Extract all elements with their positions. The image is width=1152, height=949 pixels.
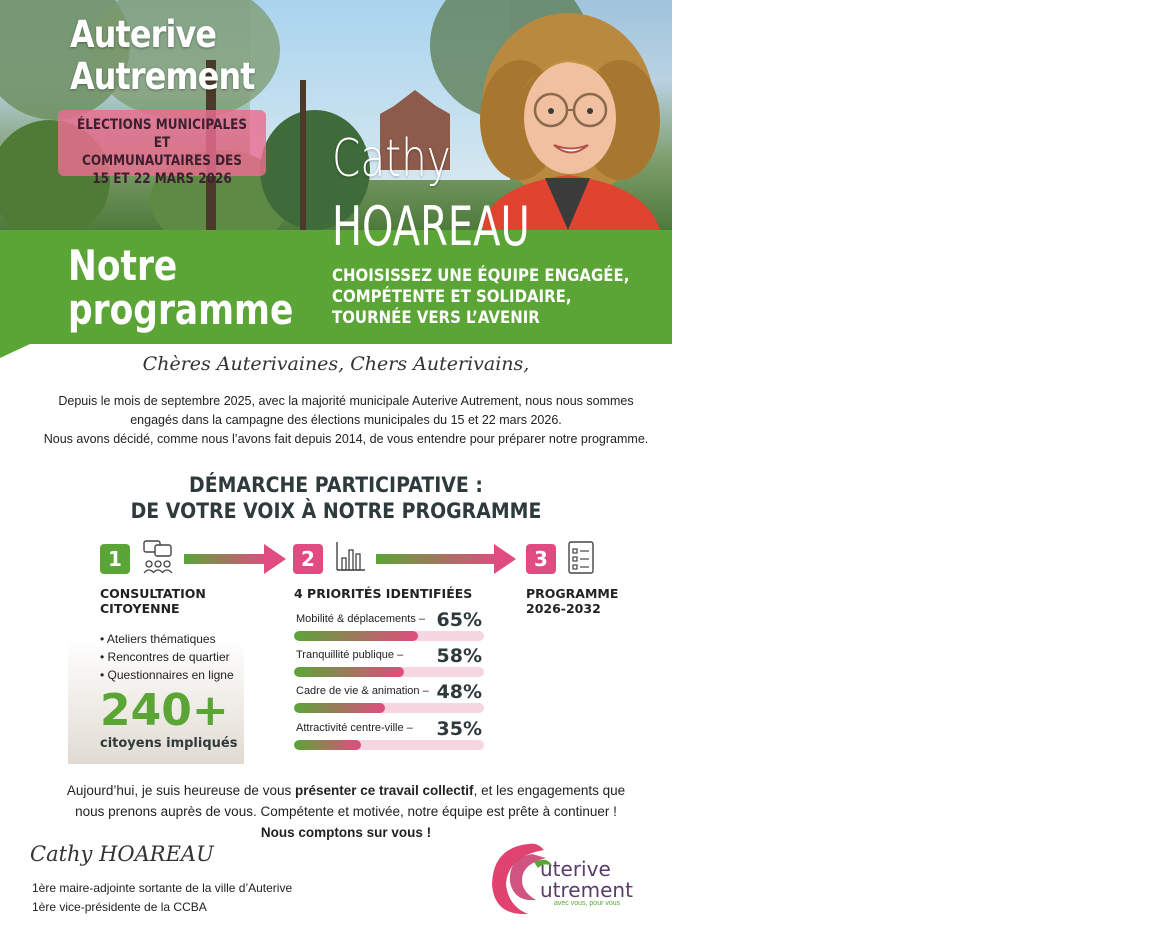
list-item: • Questionnaires en ligne bbox=[100, 666, 234, 684]
role-line-2: 1ère vice-présidente de la CCBA bbox=[32, 900, 207, 914]
logo-word-1: uterive bbox=[540, 857, 611, 881]
logo-tagline: avec vous, pour vous bbox=[554, 900, 621, 907]
step-1-title-line-2: CITOYENNE bbox=[100, 601, 180, 616]
brand-title bbox=[70, 14, 255, 98]
intro-line-1: Depuis le mois de septembre 2025, avec la majorité municipale Auterive Autrement, nous nous sommes bbox=[58, 394, 634, 408]
closing-line-1-emphasis: présenter ce travail collectif bbox=[294, 783, 474, 798]
priority-row bbox=[294, 609, 490, 643]
priority-percent: 35% bbox=[436, 718, 482, 740]
step-3-title-line-2: 2026-2032 bbox=[526, 601, 601, 616]
election-badge bbox=[58, 110, 266, 187]
program-title-line-1: Notre bbox=[68, 241, 178, 290]
priority-percent: 65% bbox=[436, 609, 482, 631]
closing-line-2: nous prenons auprès de vous. Compétente et motivée, notre équipe est prête à continuer ! bbox=[75, 804, 617, 819]
priority-track bbox=[294, 631, 484, 641]
participation-infographic bbox=[68, 528, 638, 764]
election-line-2: COMMUNAUTAIRES DES bbox=[82, 153, 242, 169]
closing-line-1 bbox=[20, 780, 672, 801]
participation-title-line-1: DÉMARCHE PARTICIPATIVE : bbox=[189, 473, 483, 497]
priority-row bbox=[294, 645, 490, 679]
tagline bbox=[332, 266, 629, 329]
auterive-autrement-logo bbox=[488, 836, 658, 920]
closing-line-3: Nous comptons sur vous ! bbox=[260, 825, 432, 840]
brand-line-2: Autrement bbox=[70, 55, 255, 98]
citizens-label: citoyens impliqués bbox=[100, 736, 238, 751]
step-2-title bbox=[294, 586, 472, 601]
priority-track bbox=[294, 667, 484, 677]
bar-chart-icon bbox=[335, 540, 367, 572]
priority-row bbox=[294, 718, 490, 752]
tree-trunk bbox=[300, 80, 306, 230]
intro-text bbox=[20, 392, 672, 449]
priority-fill bbox=[294, 667, 404, 677]
closing-text bbox=[20, 780, 672, 843]
participation-title-line-2: DE VOTRE VOIX À NOTRE PROGRAMME bbox=[130, 499, 542, 523]
program-placeholder bbox=[510, 620, 632, 720]
priority-track bbox=[294, 703, 484, 713]
list-item: • Rencontres de quartier bbox=[100, 648, 234, 666]
step-3-title-line-1: PROGRAMME bbox=[526, 586, 619, 601]
step-3-title bbox=[526, 586, 618, 616]
chat-people-icon bbox=[142, 540, 174, 574]
priority-label: Tranquillité publique – bbox=[296, 649, 404, 661]
priority-percent: 58% bbox=[436, 645, 482, 667]
step-2-title-line-1: 4 PRIORITÉS IDENTIFIÉES bbox=[294, 586, 473, 601]
program-title-line-2: programme bbox=[68, 285, 294, 334]
arrow-step-2-to-3 bbox=[376, 550, 516, 568]
arrow-step-1-to-2 bbox=[184, 550, 286, 568]
step-1-title-line-1: CONSULTATION bbox=[100, 586, 206, 601]
role-line-1: 1ère maire-adjointe sortante de la ville d’Auterive bbox=[32, 881, 293, 895]
priority-row bbox=[294, 681, 490, 715]
greeting: Chères Auterivaines, Chers Auterivains, bbox=[142, 353, 530, 375]
priority-label: Attractivité centre-ville – bbox=[296, 722, 413, 734]
priority-fill bbox=[294, 703, 385, 713]
brand-line-1: Auterive bbox=[70, 13, 217, 56]
intro-line-3: Nous avons décidé, comme nous l’avons fait depuis 2014, de vous entendre pour préparer notre programme. bbox=[43, 432, 649, 446]
signatory-roles bbox=[32, 879, 292, 917]
participation-title bbox=[0, 472, 672, 524]
priority-label: Cadre de vie & animation – bbox=[296, 685, 429, 697]
election-line-1: ÉLECTIONS MUNICIPALES ET bbox=[76, 117, 248, 151]
step-1-title bbox=[100, 586, 206, 616]
candidate-last-name: HOAREAU bbox=[332, 195, 530, 258]
intro-line-2: engagés dans la campagne des élections municipales du 15 et 22 mars 2026. bbox=[130, 413, 562, 427]
citizens-count: 240+ bbox=[100, 685, 229, 736]
priority-label: Mobilité & déplacements – bbox=[296, 613, 426, 625]
candidate-first-name: Cathy bbox=[332, 129, 451, 189]
priority-fill bbox=[294, 631, 418, 641]
priority-fill bbox=[294, 740, 361, 750]
priority-track bbox=[294, 740, 484, 750]
election-line-3: 15 ET 22 MARS 2026 bbox=[92, 171, 232, 187]
step-2-badge: 2 bbox=[293, 544, 323, 574]
tagline-line-3: TOURNÉE VERS L’AVENIR bbox=[332, 308, 540, 328]
closing-line-1-start: Aujourd’hui, je suis heureuse de vous bbox=[66, 783, 295, 798]
list-item: • Ateliers thématiques bbox=[100, 630, 234, 648]
signature: Cathy HOAREAU bbox=[30, 842, 214, 866]
closing-line-1-end: , et les engagements que bbox=[473, 783, 626, 798]
tagline-line-2: COMPÉTENTE ET SOLIDAIRE, bbox=[332, 287, 572, 307]
priority-percent: 48% bbox=[436, 681, 482, 703]
step-3-badge: 3 bbox=[526, 544, 556, 574]
logo-word-2: utrement bbox=[540, 878, 633, 902]
consultation-list bbox=[100, 630, 234, 684]
tagline-line-1: CHOISISSEZ UNE ÉQUIPE ENGAGÉE, bbox=[332, 266, 630, 286]
program-title bbox=[68, 241, 294, 334]
checklist-icon bbox=[568, 540, 594, 574]
step-1-badge: 1 bbox=[100, 544, 130, 574]
